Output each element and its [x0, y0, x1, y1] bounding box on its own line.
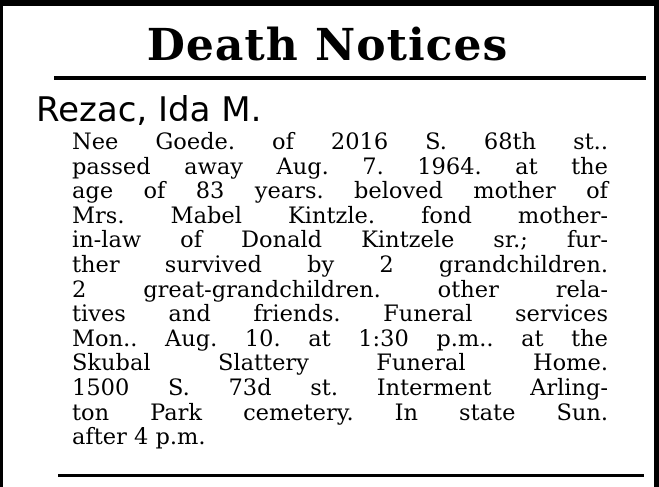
top-border	[0, 0, 659, 6]
section-heading: Death Notices	[146, 20, 509, 71]
notice-line: 2 great-grandchildren. other rela-	[72, 276, 608, 303]
notice-line: passed away Aug. 7. 1964. at the	[72, 153, 608, 180]
bottom-rule	[58, 474, 644, 477]
notice-line: Mon.. Aug. 10. at 1:30 p.m.. at the	[72, 325, 608, 352]
notice-line: age of 83 years. beloved mother of	[72, 178, 608, 205]
notice-line: 1500 S. 73d st. Interment Arling-	[72, 374, 608, 401]
notice-line: in-law of Donald Kintzele sr.; fur-	[72, 227, 608, 254]
notice-line: after 4 p.m.	[72, 424, 206, 451]
notice-line: tives and friends. Funeral services	[72, 301, 608, 328]
notice-line: ther survived by 2 grandchildren.	[72, 251, 608, 278]
notice-body	[72, 130, 608, 450]
notice-line: ton Park cemetery. In state Sun.	[72, 399, 608, 426]
notice-line: Mrs. Mabel Kintzle. fond mother-	[72, 202, 608, 229]
notice-line: Nee Goede. of 2016 S. 68th st..	[72, 129, 608, 155]
deceased-name: Rezac, Ida M.	[36, 90, 262, 130]
notice-line: Skubal Slattery Funeral Home.	[72, 350, 608, 377]
heading-rule	[54, 76, 646, 80]
